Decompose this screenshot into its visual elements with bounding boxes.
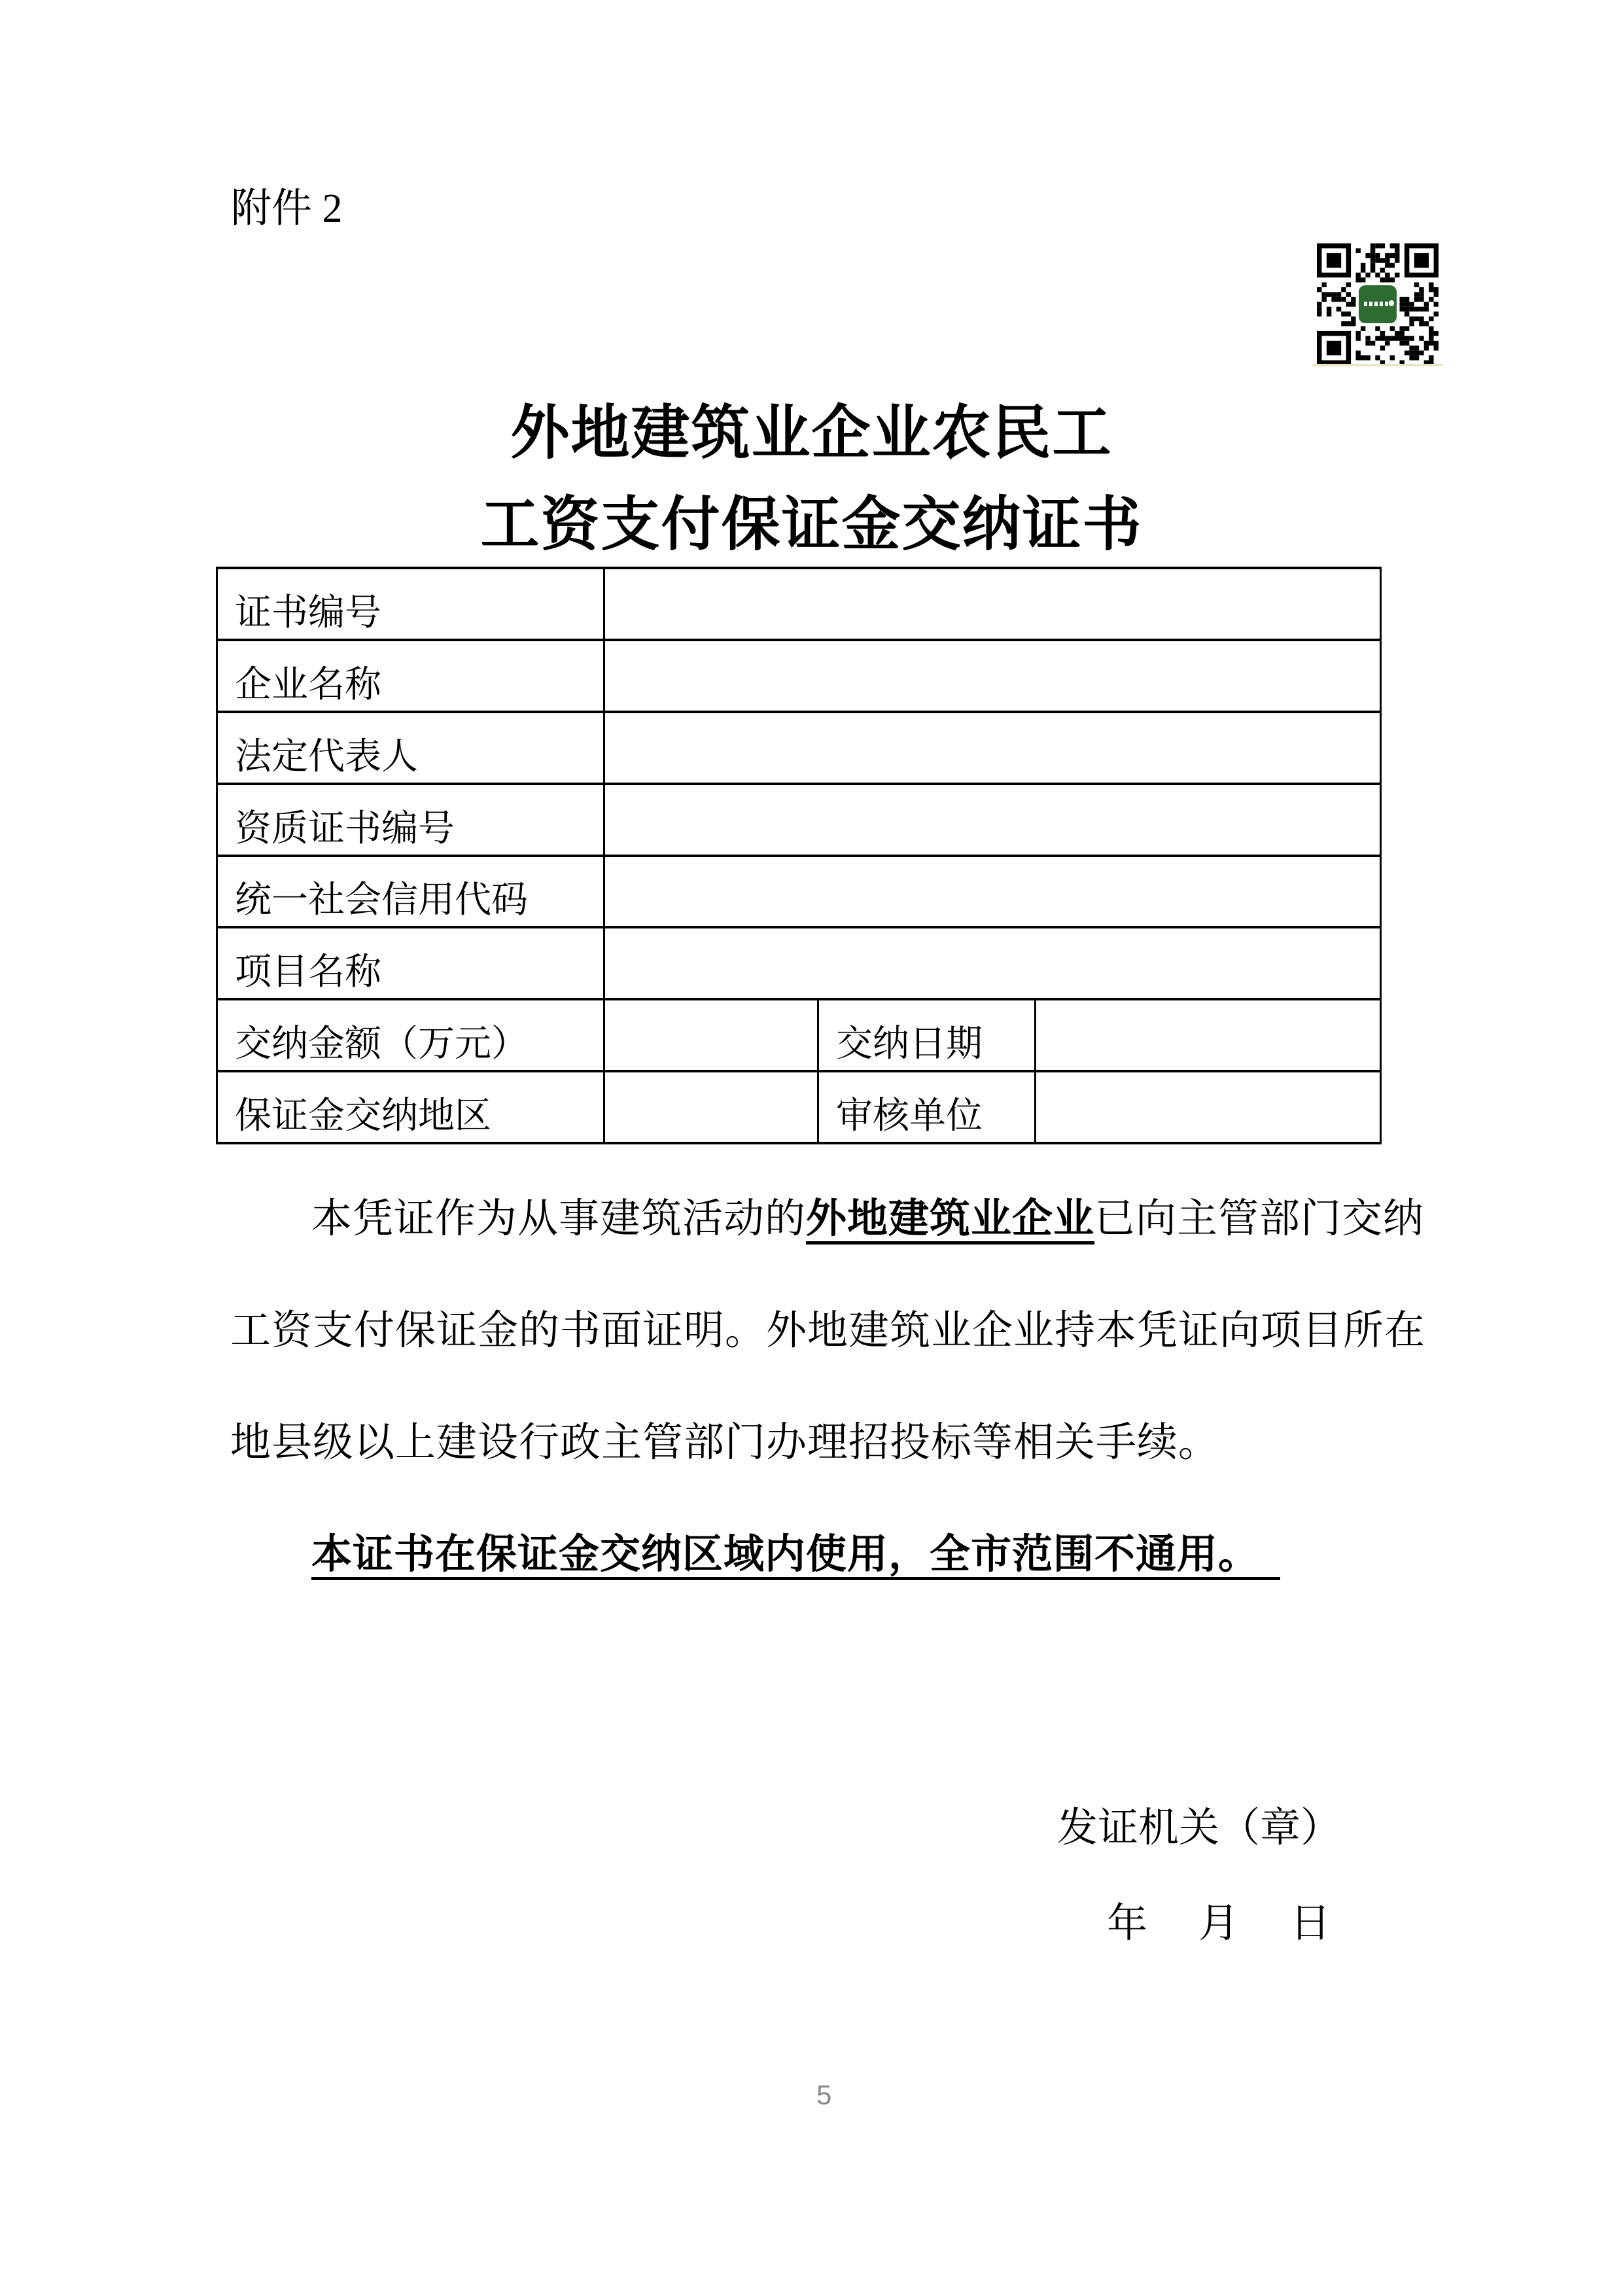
body-paragraph-line1 [230, 1163, 1425, 1275]
field-value-certificate-number [604, 568, 1381, 640]
document-title-line1: 外地建筑业企业农民工 [510, 401, 1113, 466]
date-line: 年 月 日 [1106, 1901, 1336, 1946]
field-value-deposit-region [604, 1071, 818, 1143]
field-value-review-unit [1036, 1071, 1381, 1143]
qr-underline-rule [1312, 364, 1443, 366]
field-value-project-name [604, 927, 1381, 999]
field-value-payment-date [1036, 999, 1381, 1071]
table-row [217, 999, 1381, 1071]
field-label-certificate-number: 证书编号 [217, 568, 604, 640]
qr-code [1317, 243, 1439, 365]
field-value-unified-social-credit-code [604, 856, 1381, 928]
issuing-authority-line: 发证机关（章） [1056, 1806, 1341, 1850]
attachment-label: 附件 2 [231, 186, 343, 231]
usage-notice [230, 1499, 1414, 1611]
usage-notice-text: 本证书在保证金交纳区域内使用，全市范围不通用。 [311, 1532, 1281, 1577]
document-title [0, 388, 1623, 571]
field-value-legal-representative [604, 712, 1381, 784]
table-row [217, 640, 1381, 712]
table-row [217, 568, 1381, 640]
page-number: 5 [816, 2079, 832, 2110]
field-label-payment-date: 交纳日期 [818, 999, 1036, 1071]
body-paragraph [230, 1163, 1426, 1499]
field-label-payment-amount: 交纳金额（万元） [217, 999, 604, 1071]
field-label-review-unit: 审核单位 [818, 1071, 1036, 1143]
field-label-unified-social-credit-code: 统一社会信用代码 [217, 856, 604, 928]
table-row [217, 856, 1381, 928]
field-label-project-name: 项目名称 [217, 927, 604, 999]
qr-code-image [1317, 243, 1439, 365]
table-row [217, 712, 1381, 784]
table-row [217, 927, 1381, 999]
field-label-legal-representative: 法定代表人 [217, 712, 604, 784]
line1-emphasis: 外地建筑业企业 [806, 1197, 1095, 1241]
field-label-company-name: 企业名称 [217, 640, 604, 712]
field-value-payment-amount [604, 999, 818, 1071]
line1-text-post: 已向主管部门交纳 [1094, 1197, 1425, 1241]
document-title-line2: 工资支付保证金交纳证书 [480, 493, 1143, 557]
field-value-qualification-cert-number [604, 784, 1381, 856]
certificate-form-table [216, 567, 1382, 1144]
table-row [217, 1071, 1381, 1143]
field-value-company-name [604, 640, 1381, 712]
line1-text-pre: 本凭证作为从事建筑活动的 [311, 1197, 807, 1241]
field-label-deposit-region: 保证金交纳地区 [217, 1071, 604, 1143]
field-label-qualification-cert-number: 资质证书编号 [217, 784, 604, 856]
table-row [217, 784, 1381, 856]
body-paragraph-line2: 工资支付保证金的书面证明。外地建筑业企业持本凭证向项目所在 [230, 1309, 1426, 1353]
body-paragraph-line3: 地县级以上建设行政主管部门办理招投标等相关手续。 [230, 1421, 1220, 1465]
